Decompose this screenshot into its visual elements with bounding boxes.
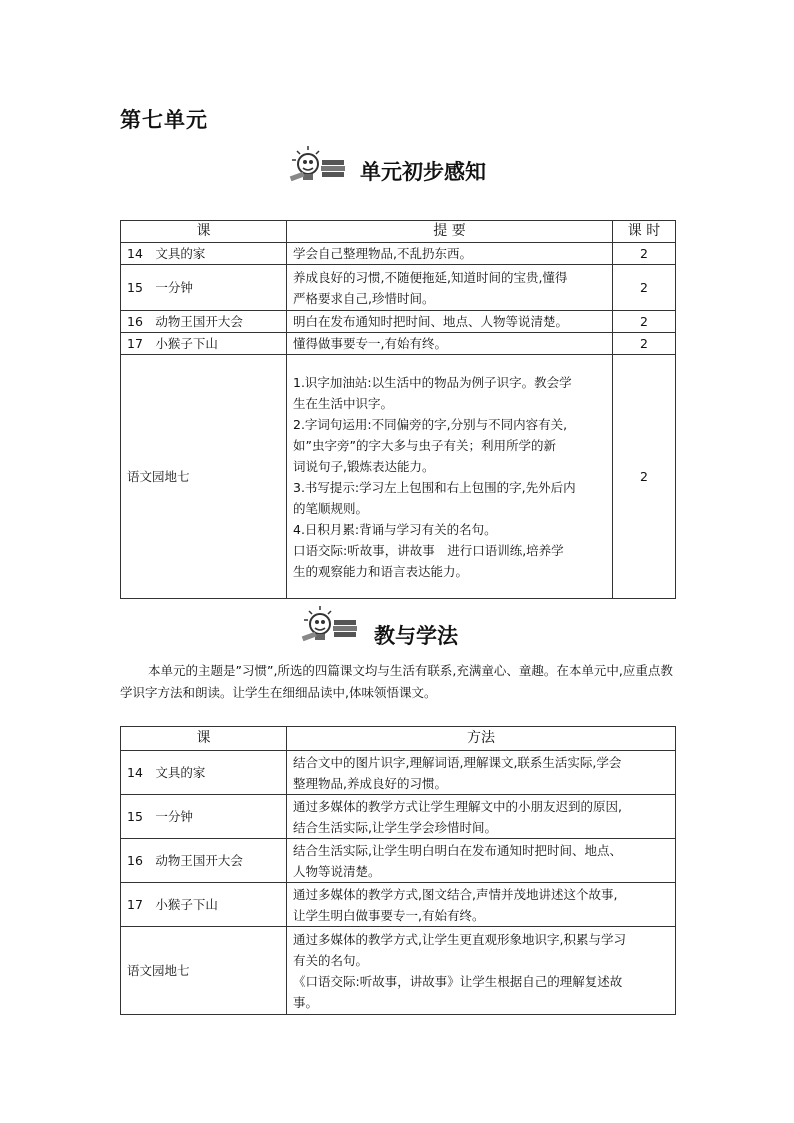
lesson-hours: 2: [613, 243, 676, 265]
summary-line: 明白在发布通知时把时间、地点、人物等说清楚。: [293, 314, 569, 329]
lesson-hours: 2: [613, 333, 676, 355]
summary-line: 词说句子,锻炼表达能力。: [293, 458, 435, 474]
lesson-name: 语文园地七: [121, 355, 287, 599]
lesson-summary: [287, 311, 613, 333]
lesson-name: 16 动物王国开大会: [121, 311, 287, 333]
method-line: 通过多媒体的教学方式,让学生更直观形象地识字,积累与学习: [293, 931, 626, 947]
summary-line: 口语交际:听故事，讲故事 进行口语训练,培养学: [293, 542, 564, 558]
lightbulb-books-icon: [288, 144, 348, 188]
table-row: [121, 751, 676, 795]
overview-table: [120, 220, 676, 599]
table-row: [121, 795, 676, 839]
header-hours: 课 时: [613, 221, 676, 243]
summary-line: 2.字词句运用:不同偏旁的字,分别与不同内容有关,: [293, 416, 568, 432]
method-line: 通过多媒体的教学方式,图文结合,声情并茂地讲述这个故事,: [293, 886, 618, 902]
method-line: 让学生明白做事要专一,有始有终。: [293, 907, 485, 923]
summary-line: 严格要求自己,珍惜时间。: [293, 290, 435, 306]
method-line: 《口语交际:听故事，讲故事》让学生根据自己的理解复述故: [293, 973, 623, 989]
table-row: [121, 883, 676, 927]
summary-line: 生在生活中识字。: [293, 395, 394, 411]
lightbulb-books-icon: [300, 604, 360, 648]
method-line: 整理物品,养成良好的习惯。: [293, 775, 447, 791]
lesson-name: 15 一分钟: [121, 795, 287, 839]
section-title: 单元初步感知: [360, 160, 486, 184]
summary-line: 学会自己整理物品,不乱扔东西。: [293, 246, 472, 261]
header-lesson: 课: [121, 727, 287, 751]
lesson-hours: 2: [613, 265, 676, 311]
table-row: [121, 927, 676, 1015]
method-line: 结合文中的图片识字,理解词语,理解课文,联系生活实际,学会: [293, 754, 622, 770]
lesson-summary: [287, 265, 613, 311]
section-header-methods: [0, 604, 794, 656]
intro-paragraph: 本单元的主题是”习惯”,所选的四篇课文均与生活有联系,充满童心、童趣。在本单元中,应重点教学识字方法和朗读。让学生在细细品读中,体味领悟课文。: [120, 663, 673, 700]
header-summary: 提 要: [287, 221, 613, 243]
method-line: 结合生活实际,让学生学会珍惜时间。: [293, 819, 497, 835]
lesson-summary: [287, 333, 613, 355]
header-lesson: 课: [121, 221, 287, 243]
header-method: 方法: [287, 727, 676, 751]
methods-table: [120, 726, 676, 1015]
lesson-name: 14 文具的家: [121, 243, 287, 265]
summary-line: 生的观察能力和语言表达能力。: [293, 563, 469, 579]
summary-line: 1.识字加油站:以生活中的物品为例子识字。教会学: [293, 374, 572, 390]
summary-line: 如”虫字旁”的字大多与虫子有关；利用所学的新: [293, 437, 556, 453]
lesson-method: [287, 839, 676, 883]
summary-line: 4.日积月累:背诵与学习有关的名句。: [293, 521, 497, 537]
summary-line: 3.书写提示:学习左上包围和右上包围的字,先外后内: [293, 479, 576, 495]
table-header-row: [121, 221, 676, 243]
table-row: [121, 265, 676, 311]
method-line: 有关的名句。: [293, 952, 369, 968]
table-row: [121, 311, 676, 333]
table-header-row: [121, 727, 676, 751]
summary-line: 养成良好的习惯,不随便拖延,知道时间的宝贵,懂得: [293, 269, 568, 285]
lesson-name: 14 文具的家: [121, 751, 287, 795]
lesson-name: 语文园地七: [121, 927, 287, 1015]
lesson-summary: [287, 355, 613, 599]
summary-line: 的笔顺规则。: [293, 500, 369, 516]
table-row: [121, 333, 676, 355]
table-row: [121, 839, 676, 883]
section-title: 教与学法: [374, 624, 458, 648]
lesson-method: [287, 883, 676, 927]
lesson-name: 17 小猴子下山: [121, 883, 287, 927]
lesson-method: [287, 795, 676, 839]
summary-line: 懂得做事要专一,有始有终。: [293, 336, 447, 351]
unit-title: 第七单元: [120, 108, 208, 132]
lesson-method: [287, 927, 676, 1015]
method-line: 事。: [293, 994, 319, 1010]
lesson-name: 15 一分钟: [121, 265, 287, 311]
method-line: 人物等说清楚。: [293, 863, 381, 879]
lesson-name: 16 动物王国开大会: [121, 839, 287, 883]
table-row: [121, 355, 676, 599]
lesson-name: 17 小猴子下山: [121, 333, 287, 355]
method-line: 通过多媒体的教学方式让学生理解文中的小朋友迟到的原因,: [293, 798, 622, 814]
lesson-hours: 2: [613, 355, 676, 599]
section-header-overview: [0, 142, 794, 194]
table-row: [121, 243, 676, 265]
lesson-summary: [287, 243, 613, 265]
method-line: 结合生活实际,让学生明白明白在发布通知时把时间、地点、: [293, 842, 622, 858]
lesson-method: [287, 751, 676, 795]
lesson-hours: 2: [613, 311, 676, 333]
